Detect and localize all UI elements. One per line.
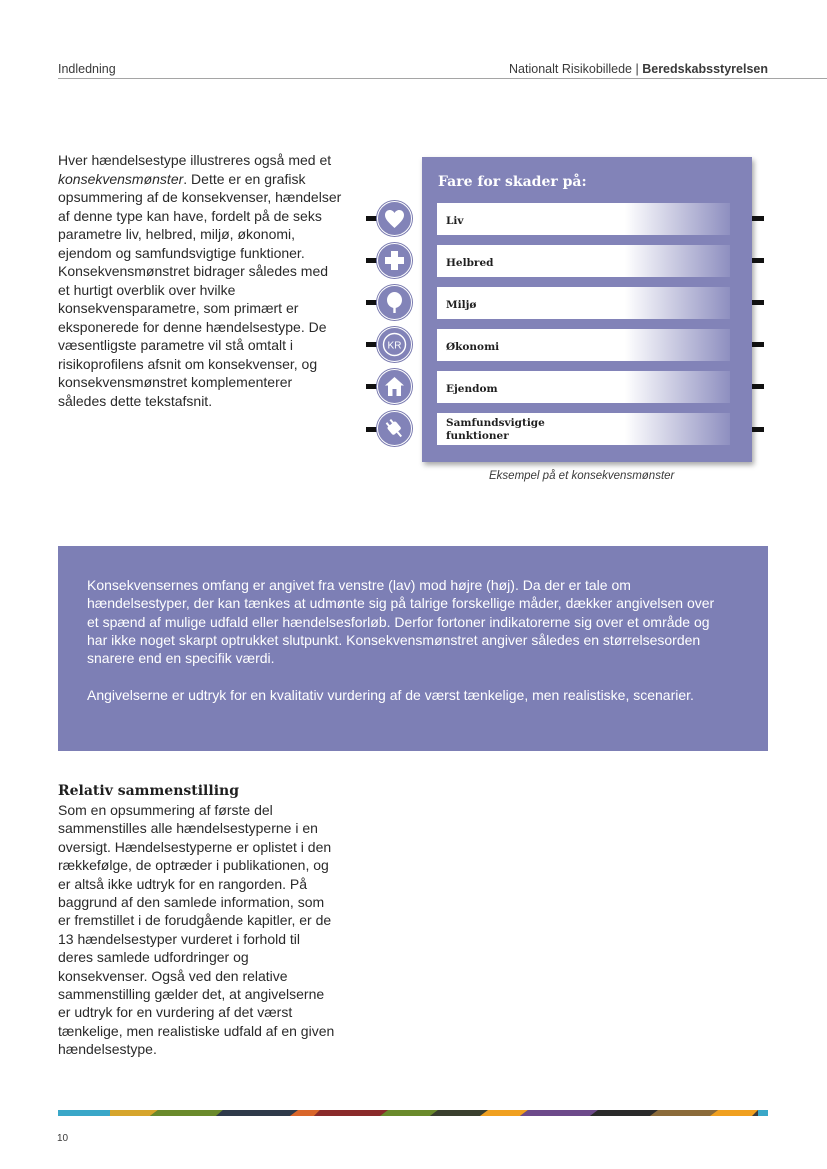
info-paragraph-2: Angivelserne er udtryk for en kvalitativ vurdering af de værst tænkelige, men realistiske, scenarier. [87, 687, 694, 703]
row-label: Økonomi [446, 341, 500, 353]
intro-text-start: Hver hændelsestype illustreres også med et [58, 152, 332, 168]
publication-title: Nationalt Risikobillede [509, 62, 632, 76]
plug-icon [377, 411, 412, 446]
running-header-publication [509, 62, 768, 76]
kr-icon [377, 327, 412, 362]
section-body: Som en opsummering af første del sammenstilles alle hændelsestyperne i en oversigt. Hændelsestyperne er oplistet i den rækkefølge, de optræder i publikationen, og er altså ikke udtryk for en rangorden. På baggrund af den samlede information, som er fremstillet i de forudgående kapitler, er de 13 hændelsestyper vurderet i forhold til deres samlede udfordringer og konsekvenser. Også ved den relative sammenstilling gælder det, at angivelserne er udtryk for en vurdering af det værst tænkelige, men realistiske udfald af en given hændelsestype. [58, 802, 335, 1058]
row-label: Liv [446, 215, 464, 227]
row-bar-ejendom [437, 371, 730, 403]
heart-icon [377, 201, 412, 236]
row-label: Ejendom [446, 383, 498, 395]
row-label-line2: funktioner [446, 430, 509, 442]
header-separator: | [635, 62, 639, 76]
section-heading: Relativ sammenstilling [58, 783, 239, 799]
running-header-chapter: Indledning [58, 62, 116, 76]
header-rule [58, 78, 827, 79]
intro-paragraph [58, 151, 343, 410]
row-stub-right [752, 427, 764, 432]
intro-text-end: . Dette er en grafisk opsummering af de konsekvenser, hændelser af denne type kan have, fordelt på de seks parametre liv, helbred, miljø, økonomi, ejendom og samfundsvigtige funktioner. Konsekvensmønstret bidrager således med et hurtigt overblik over hvilke konsekvensparametre, som primært er eksponerede for denne hændelsestype. De væsentligste parametre vil stå omtalt i risikoprofilens afsnit om konsekvenser, og konsekvensmønstret komplementerer således dette tekstafsnit. [58, 170, 342, 409]
info-paragraph-1: Konsekvensernes omfang er angivet fra venstre (lav) mod højre (høj). Da der er tale om hændelsestyper, der kan tænkes at udmønte sig på talrige forskellige måder, dækker angivelsen over et spænd af mulige udfald eller hændelsesforløb. Derfor fortoner indikatorerne sig over et område og har ikke noget skarpt optrukket slutpunkt. Konsekvensmønstret angiver således en størrelsesorden snarere end en specifik værdi. [87, 577, 715, 667]
footer-color-band [58, 1110, 768, 1116]
row-bar-miljo [437, 287, 730, 319]
kr-icon-text: KR [387, 340, 402, 352]
figure-caption: Eksempel på et konsekvensmønster [489, 470, 675, 482]
panel-title: Fare for skader på: [438, 174, 587, 190]
info-box [58, 546, 768, 751]
consequence-pattern-figure [366, 155, 766, 467]
row-stub-right [752, 342, 764, 347]
row-label: Helbred [446, 257, 494, 269]
row-stub-right [752, 258, 764, 263]
row-bar-liv [437, 203, 730, 235]
row-stub-right [752, 384, 764, 389]
row-stub-right [752, 216, 764, 221]
row-bar-helbred [437, 245, 730, 277]
house-icon [377, 369, 412, 404]
row-stub-right [752, 300, 764, 305]
page-number: 10 [57, 1133, 69, 1144]
consequence-panel [422, 157, 752, 462]
row-label: Miljø [446, 299, 477, 311]
cross-icon [377, 243, 412, 278]
row-bar-samfundsvigtige [437, 413, 730, 445]
row-label [446, 417, 545, 443]
publisher-name: Beredskabsstyrelsen [642, 62, 768, 76]
intro-term-italic: konsekvensmønster [58, 170, 184, 187]
row-label-line1: Samfundsvigtige [446, 417, 545, 429]
row-bar-okonomi [437, 329, 730, 361]
tree-icon [377, 285, 412, 320]
